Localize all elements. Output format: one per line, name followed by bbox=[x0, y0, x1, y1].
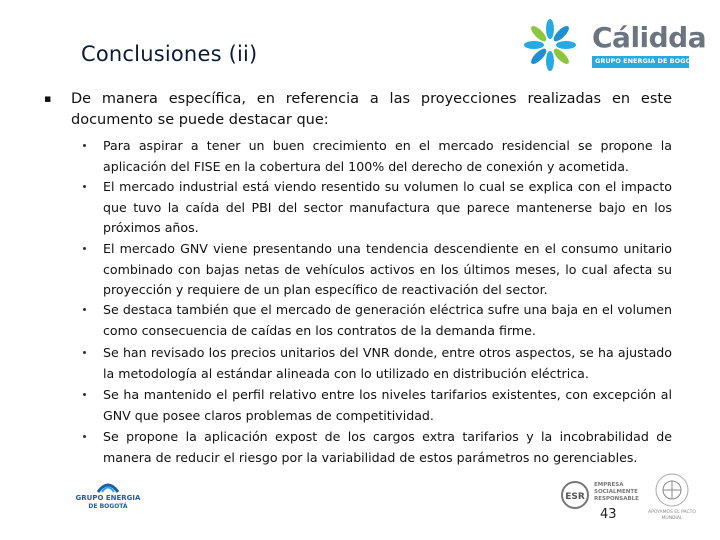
calidda-flower-icon bbox=[520, 15, 580, 75]
square-bullet-icon: ▪ bbox=[44, 92, 52, 105]
un-globe-icon bbox=[648, 472, 696, 510]
list-item-text: Se destaca también que el mercado de generación eléctrica sufre una baja en el volumen como consecuencia de caídas en los contratos de la demanda firme. bbox=[103, 302, 672, 338]
list-item bbox=[103, 385, 672, 426]
list-item bbox=[103, 343, 672, 384]
slide-title: Conclusiones (ii) bbox=[81, 42, 258, 66]
list-item-text: Se han revisado los precios unitarios del VNR donde, entre otros aspectos, se ha ajustado la metodología al estándar alineada con lo utilizado en distribución eléctrica. bbox=[103, 345, 672, 381]
bullet-dot-icon bbox=[83, 185, 86, 188]
bullet-dot-icon bbox=[83, 435, 86, 438]
geb-symbol-icon bbox=[68, 478, 148, 494]
list-item bbox=[103, 300, 672, 341]
page-number: 43 bbox=[600, 507, 617, 522]
un-global-compact-logo bbox=[648, 472, 696, 522]
svg-text:ESR: ESR bbox=[565, 492, 585, 502]
calidda-tagline-bar bbox=[592, 56, 700, 68]
calidda-logo bbox=[520, 15, 707, 75]
list-item-text: El mercado industrial está viendo resentido su volumen lo cual se explica con el impacto que tuvo la caída del PBI del sector manufactura que parece mantenerse bajo en los próximos años. bbox=[103, 179, 672, 235]
list-item-text: Se ha mantenido el perfil relativo entre los niveles tarifarios existentes, con excepción al GNV que posee claros problemas de competitividad. bbox=[103, 387, 672, 423]
bullet-dot-icon bbox=[83, 351, 86, 354]
bullet-dot-icon bbox=[83, 144, 86, 147]
bullet-dot-icon bbox=[83, 308, 86, 311]
un-caption: APOYAMOS EL PACTO MUNDIAL bbox=[648, 510, 696, 521]
calidda-tagline: GRUPO ENERGIA DE BOGOTÁ bbox=[595, 57, 700, 65]
list-item bbox=[103, 427, 672, 468]
list-item-text: El mercado GNV viene presentando una tendencia descendiente en el consumo unitario combinado con bajas netas de vehículos activos en los últimos meses, lo cual afecta su proyección y requiere de un plan específico de reactivación del sector. bbox=[103, 241, 672, 297]
bullet-dot-icon bbox=[83, 247, 86, 250]
list-item-text: Se propone la aplicación expost de los cargos extra tarifarios y la incobrabilidad de manera de reducir el riesgo por la variabilidad de estos parámetros no gerenciables. bbox=[103, 429, 672, 465]
intro-text: De manera específica, en referencia a las proyecciones realizadas en este documento se puede destacar que: bbox=[71, 91, 672, 128]
esr-caption: EMPRESA SOCIALMENTE RESPONSABLE bbox=[594, 482, 639, 502]
list-item bbox=[103, 177, 672, 239]
geb-name: GRUPO ENERGIA bbox=[75, 494, 141, 502]
bullet-dot-icon bbox=[83, 393, 86, 396]
esr-badge-icon bbox=[560, 480, 590, 510]
geb-city: DE BOGOTÁ bbox=[88, 503, 128, 510]
list-item bbox=[103, 136, 672, 177]
calidda-wordmark: Cálidda bbox=[592, 21, 707, 54]
list-item bbox=[103, 239, 672, 301]
list-item-text: Para aspirar a tener un buen crecimiento en el mercado residencial se propone la aplicación del FISE en la cobertura del 100% del derecho de conexión y acometida. bbox=[103, 138, 672, 174]
geb-logo bbox=[68, 478, 148, 518]
